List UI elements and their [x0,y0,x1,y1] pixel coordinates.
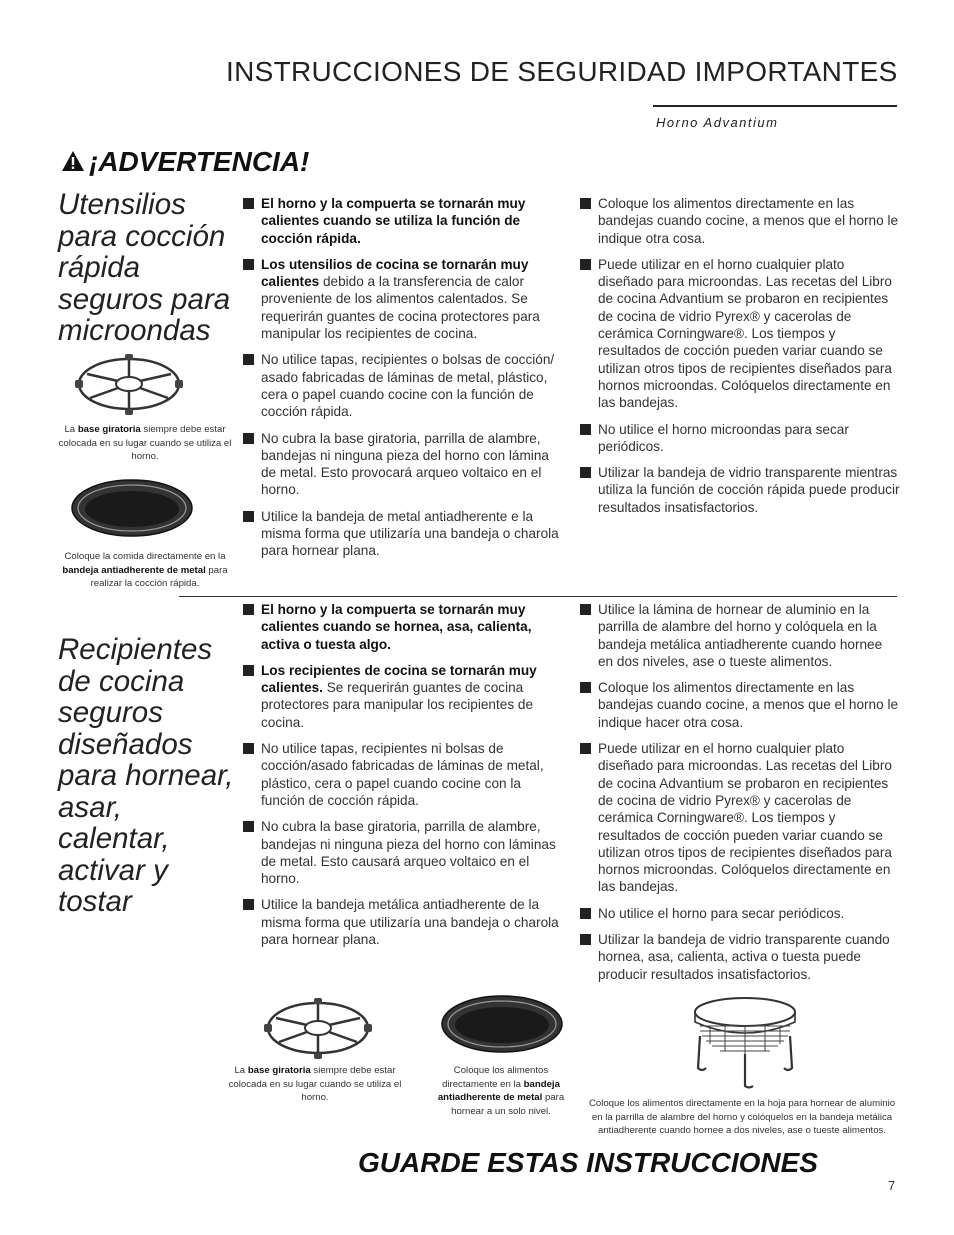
section1-column-1 [242,195,564,569]
list-item: Los recipientes de cocina se tornarán muy calientes. Se requerirán guantes de cocina protectores para manipular los recipientes de cocina. [242,662,564,731]
page-subtitle: Horno Advantium [656,115,779,130]
list-item: Utilice la lámina de hornear de aluminio en la parrilla de alambre del horno y colóquela en la bandeja metálica antiadherente cuando hornee en dos niveles, ase o tueste alimentos. [579,601,901,670]
section2-caption-b: Coloque los alimentos directamente en la bandeja antiadherente de metal para hornear a un solo nivel. [437,1065,565,1117]
page-title: INSTRUCCIONES DE SEGURIDAD IMPORTANTES [226,56,898,87]
list-item: Utilizar la bandeja de vidrio transparente cuando hornea, asa, calienta, activa o tuesta puede producir resultados insatisfactorios. [579,931,901,983]
metal-tray-image [70,478,194,543]
list-item: Puede utilizar en el horno cualquier plato diseñado para microondas. Las recetas del Libro de cocina Advantium se probaron en recipientes de cocina de vidrio Pyrex® y cacerolas de cerámica Corningware®. Los tiempos y resultados de cocción pueden variar cuando se utilizan otros tipos de recipientes diseñados para hornos microondas. Colóquelos directamente en las bandejas. [579,740,901,896]
section1-caption-1: La base giratoria siempre debe estar colocada en su lugar cuando se utiliza el horno. [58,424,232,463]
list-item: Puede utilizar en el horno cualquier plato diseñado para microondas. Las recetas del Libro de cocina Advantium se probaron en recipientes de cocina de vidrio Pyrex® y cacerolas de cerámica Corningware®. Los tiempos y resultados de cocción pueden variar cuando se utilizan otros tipos de recipientes diseñados para hornos microondas. Colóquelos directamente en las bandejas. [579,256,901,412]
list-item: No utilice tapas, recipientes o bolsas de cocción/ asado fabricadas de láminas de metal, plástico, cera o papel cuando cocine con la función de cocción rápida. [242,351,564,420]
list-item: No utilice el horno microondas para secar periódicos. [579,421,901,456]
turntable-image [70,350,188,423]
list-item: No utilice el horno para secar periódicos. [579,905,901,922]
section-divider [179,596,897,597]
section1-heading: Utensilios para cocción rápida seguros para microondas [58,188,231,347]
section2-caption-a: La base giratoria siempre debe estar colocada en su lugar cuando se utiliza el horno. [228,1065,402,1104]
warning-label: ¡ADVERTENCIA! [89,146,310,177]
section1-column-2 [579,195,901,525]
list-item: No utilice tapas, recipientes ni bolsas de cocción/asado fabricadas de láminas de metal, plástico, cera o papel cuando cocine con la función de cocción rápida. [242,740,564,809]
header-rule [653,105,897,107]
wire-rack-image [690,996,800,1097]
list-item: Coloque los alimentos directamente en las bandejas cuando cocine, a menos que el horno le indique otra cosa. [579,195,901,247]
list-item: Utilice la bandeja metálica antiadherente de la misma forma que utilizaría una bandeja o charola para hornear plana. [242,896,564,948]
warning-heading [61,146,309,178]
section2-column-1 [242,601,564,957]
list-item: El horno y la compuerta se tornarán muy calientes cuando se hornea, asa, calienta, activa o tuesta algo. [242,601,564,653]
section2-column-2 [579,601,901,992]
warning-triangle-icon [61,150,85,172]
list-item: No cubra la base giratoria, parrilla de alambre, bandejas ni ninguna pieza del horno con lámina de metal. Esto provocará arqueo voltaico en el horno. [242,430,564,499]
section2-caption-c: Coloque los alimentos directamente en la hoja para hornear de aluminio en la parrilla de alambre del horno y colóquelos en la bandeja metálica antiadherente cuando hornee a dos niveles, ase o tueste alimentos. [588,1098,896,1137]
metal-tray-image-2 [440,994,564,1059]
list-item: No cubra la base giratoria, parrilla de alambre, bandejas ni ninguna pieza del horno con láminas de metal. Esto causará arqueo voltaico en el horno. [242,818,564,887]
section2-heading: Recipientes de cocina seguros diseñados para hornear, asar, calentar, activar y tostar [58,633,234,918]
page-number: 7 [888,1178,896,1193]
list-item: El horno y la compuerta se tornarán muy calientes cuando se utiliza la función de cocción rápida. [242,195,564,247]
list-item: Los utensilios de cocina se tornarán muy calientes debido a la transferencia de calor proveniente de los alimentos calentados. Se requerirán guantes de cocina protectores para manipular los recipientes de cocina. [242,256,564,342]
turntable-image-2 [257,994,379,1067]
list-item: Utilice la bandeja de metal antiadherente e la misma forma que utilizaría una bandeja o charola para hornear plana. [242,508,564,560]
footer-heading: GUARDE ESTAS INSTRUCCIONES [358,1147,818,1178]
list-item: Utilizar la bandeja de vidrio transparente mientras utiliza la función de cocción rápida puede producir resultados insatisfactorios. [579,464,901,516]
list-item: Coloque los alimentos directamente en las bandejas cuando cocine, a menos que el horno le indique hacer otra cosa. [579,679,901,731]
section1-caption-2: Coloque la comida directamente en la bandeja antiadherente de metal para realizar la cocción rápida. [62,551,228,590]
